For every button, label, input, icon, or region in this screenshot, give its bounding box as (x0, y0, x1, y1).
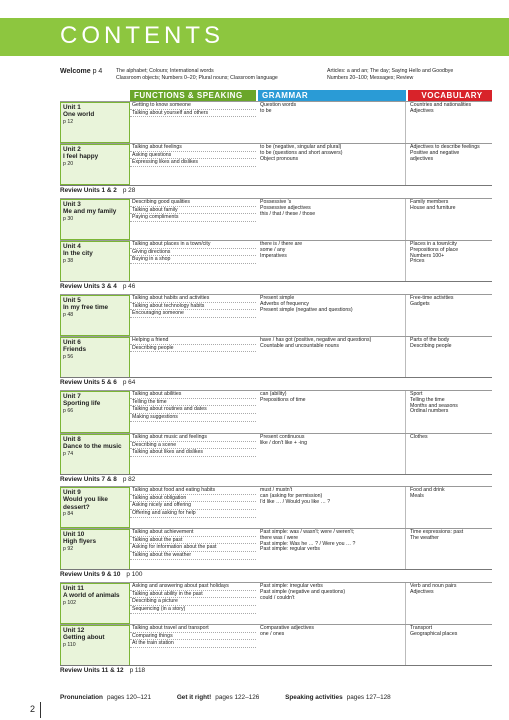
functions-cell (130, 199, 256, 240)
grammar-item: Present continuous (260, 434, 305, 440)
function-item: Giving directions (130, 249, 256, 257)
function-item: Talking about habits and activities (130, 295, 256, 303)
function-item: Talking about ability in the past (130, 591, 256, 599)
unit-number: Unit 5 (63, 297, 81, 304)
vocab-cell (408, 487, 494, 528)
unit-row (60, 390, 492, 433)
function-item: Talking about abilities (130, 391, 256, 399)
vocab-item: House and furniture (410, 204, 456, 211)
grammar-item: Past simple: Was he … ? / Were you … ? (260, 540, 356, 547)
vocab-cell (408, 434, 494, 475)
unit-cell[interactable] (60, 625, 130, 666)
grammar-item: to be (questions and short answers) (260, 149, 343, 156)
vocab-item: Sport (410, 391, 423, 397)
function-item: Asking and answering about past holidays (130, 583, 256, 591)
grammar-cell (258, 529, 406, 570)
grammar-item: could / couldn't (260, 594, 295, 601)
unit-row (60, 143, 492, 185)
grammar-cell (258, 295, 406, 336)
vocab-item: Telling the time (410, 396, 445, 403)
vocab-item: Food and drink (410, 487, 445, 493)
grammar-item: Possessive adjectives (260, 204, 311, 211)
function-item: At the train station (130, 640, 256, 648)
unit-page: p 56 (63, 353, 74, 360)
unit-number: Unit 11 (63, 585, 84, 592)
function-item: Buying in a shop (130, 256, 256, 264)
vocab-item: Geographical places (410, 630, 458, 637)
unit-page: p 92 (63, 545, 74, 552)
review-page: p 46 (122, 283, 136, 290)
grammar-cell (258, 199, 406, 240)
vocab-cell (408, 241, 494, 282)
function-item: Describing a picture (130, 598, 256, 606)
vocab-item: Describing people (410, 342, 452, 349)
vocab-item: Free-time activities (410, 295, 454, 301)
review-page: p 64 (122, 379, 136, 386)
grammar-cell (258, 434, 406, 475)
unit-cell[interactable] (60, 487, 130, 528)
vocab-item: Prices (410, 258, 425, 265)
grammar-item: Past simple: was / wasn't; were / weren't; (260, 529, 355, 535)
welcome-page: p 4 (92, 68, 103, 75)
review-page: p 118 (129, 667, 146, 674)
vocab-item: The weather (410, 534, 439, 541)
vocab-cell (408, 102, 494, 143)
grammar-item: Adverbs of frequency (260, 300, 310, 307)
unit-number: Unit 10 (63, 531, 85, 538)
unit-row (60, 486, 492, 528)
functions-cell (130, 487, 256, 528)
footer-get-it-right[interactable]: Get it right! (176, 694, 212, 701)
function-item: Describing a scene (130, 442, 256, 450)
vocab-item: Adjectives to describe feelings (410, 144, 480, 150)
grammar-item: this / that / these / those (260, 210, 316, 217)
grammar-item: Present simple (negative and questions) (260, 306, 353, 313)
vocab-item: Prepositions of place (410, 246, 459, 253)
review-page: p 100 (126, 571, 143, 578)
unit-page: p 38 (63, 257, 74, 264)
unit-row (60, 528, 492, 570)
function-item: Helping a friend (130, 337, 256, 345)
function-item: Talking about yourself and others (130, 110, 256, 118)
function-item: Talking about the past (130, 537, 256, 545)
footer-pages: pages 120–121 (106, 694, 152, 701)
function-item: Talking about family (130, 207, 256, 215)
function-item: Paying compliments (130, 214, 256, 222)
review-label: Review Units 7 & 8 (60, 476, 117, 483)
grammar-cell (258, 625, 406, 666)
grammar-item: one / ones (260, 630, 285, 637)
grammar-item: Countable and uncountable nouns (260, 342, 340, 349)
unit-cell[interactable] (60, 144, 130, 185)
unit-row (60, 101, 492, 143)
unit-title: In my free time (63, 304, 109, 312)
function-item: Asking for information about the past (130, 544, 256, 552)
unit-title: Getting about (63, 634, 105, 642)
welcome-topic: Articles: a and an; The day; Saying Hello and Goodbye (327, 68, 454, 74)
grammar-item: to be (negative, singular and plural) (260, 144, 342, 150)
header-grammar: GRAMMAR (258, 90, 406, 101)
review-label: Review Units 11 & 12 (60, 667, 124, 674)
review-page: p 28 (122, 187, 136, 194)
grammar-item: Prepositions of time (260, 396, 306, 403)
function-item: Talking about obligation (130, 495, 256, 503)
footer-pronunciation[interactable]: Pronunciation (60, 694, 103, 701)
unit-number: Unit 6 (63, 339, 81, 346)
vocab-item: Adjectives (410, 588, 434, 595)
unit-number: Unit 3 (63, 201, 81, 208)
function-item: Talking about achievement (130, 529, 256, 537)
unit-title: Dance to the music (63, 443, 122, 451)
review-label: Review Units 9 & 10 (60, 571, 121, 578)
vocab-item: adjectives (410, 155, 434, 162)
function-item: Offering and asking for help (130, 510, 256, 518)
vocab-item: Verb and noun pairs (410, 583, 457, 589)
grammar-item: Past simple: irregular verbs (260, 583, 323, 589)
footer-speaking[interactable]: Speaking activities (285, 694, 343, 701)
function-item: Sequencing (in a story) (130, 606, 256, 614)
review-row[interactable] (60, 281, 492, 290)
review-page: p 82 (122, 476, 136, 483)
function-item: Making suggestions (130, 414, 256, 422)
welcome-topic: The alphabet; Colours; International words (116, 68, 214, 74)
unit-page: p 12 (63, 118, 74, 125)
grammar-item: I'd like … / Would you like … ? (260, 498, 331, 505)
function-item: Getting to know someone (130, 102, 256, 110)
functions-cell (130, 625, 256, 666)
function-item: Asking questions (130, 152, 256, 160)
functions-cell (130, 144, 256, 185)
unit-title: A world of animals (63, 592, 120, 600)
review-label: Review Units 1 & 2 (60, 187, 117, 194)
function-item: Comparing things (130, 633, 256, 641)
vocab-item: Places in a town/city (410, 241, 457, 247)
unit-cell[interactable] (60, 434, 130, 475)
unit-row (60, 624, 492, 666)
unit-row (60, 433, 492, 475)
unit-page: p 84 (63, 511, 74, 518)
review-row[interactable] (60, 377, 492, 386)
vocab-item: Gadgets (410, 300, 430, 307)
welcome-topic: Numbers 20–100; Messages; Review (327, 74, 414, 81)
grammar-item: Past simple (negative and questions) (260, 588, 346, 595)
review-row[interactable] (60, 569, 492, 578)
grammar-item: there is / there are (260, 241, 303, 247)
unit-title: Sporting life (63, 400, 101, 408)
footer-pages: pages 122–126 (215, 694, 260, 701)
unit-title: Friends (63, 346, 87, 354)
function-item: Asking nicely and offering (130, 502, 256, 510)
grammar-item: can (asking for permission) (260, 492, 323, 499)
function-item: Talking about routines and dates (130, 406, 256, 414)
unit-cell[interactable] (60, 102, 130, 143)
unit-page: p 110 (63, 641, 76, 648)
function-item: Talking about likes and dislikes (130, 449, 256, 457)
grammar-item: Question words (260, 102, 297, 108)
unit-page: p 66 (63, 407, 74, 414)
unit-title: In the city (63, 250, 93, 258)
vocab-item: Months and seasons (410, 402, 458, 409)
vocab-cell (408, 391, 494, 433)
welcome-label: Welcome (60, 68, 91, 75)
vocab-cell (408, 625, 494, 666)
page-bar (40, 702, 41, 718)
unit-title: Me and my family (63, 208, 117, 216)
grammar-cell (258, 391, 406, 433)
header-vocabulary: VOCABULARY (408, 90, 492, 101)
unit-row (60, 294, 492, 336)
unit-cell[interactable] (60, 337, 130, 378)
review-row[interactable] (60, 474, 492, 483)
functions-cell (130, 102, 256, 143)
unit-cell[interactable] (60, 583, 130, 624)
functions-cell (130, 241, 256, 282)
functions-cell (130, 391, 256, 433)
function-item: Describing people (130, 345, 256, 353)
review-row[interactable] (60, 185, 492, 194)
grammar-item: Present simple (260, 295, 295, 301)
vocab-item: Ordinal numbers (410, 408, 449, 415)
unit-number: Unit 4 (63, 243, 81, 250)
functions-cell (130, 337, 256, 378)
function-item: Talking about feelings (130, 144, 256, 152)
function-item: Encouraging someone (130, 310, 256, 318)
welcome-entry[interactable] (60, 68, 102, 75)
vocab-cell (408, 583, 494, 624)
vocab-cell (408, 529, 494, 570)
vocab-cell (408, 337, 494, 378)
vocab-cell (408, 295, 494, 336)
vocab-cell (408, 144, 494, 185)
review-row[interactable] (60, 665, 492, 674)
grammar-item: some / any (260, 246, 286, 253)
footer-pages: pages 127–128 (346, 694, 391, 701)
unit-row (60, 582, 492, 624)
vocab-item: Numbers 100+ (410, 252, 445, 259)
contents-banner (0, 18, 509, 56)
function-item: Talking about technology habits (130, 303, 256, 311)
grammar-item: Imperatives (260, 252, 287, 259)
function-item: Telling the time (130, 399, 256, 407)
unit-title: High flyers (63, 538, 97, 546)
unit-cell[interactable] (60, 199, 130, 240)
unit-page: p 102 (63, 599, 76, 606)
unit-cell[interactable] (60, 529, 130, 570)
grammar-cell (258, 102, 406, 143)
unit-row (60, 198, 492, 240)
grammar-item: to be (260, 107, 272, 114)
vocab-item: Time expressions: past (410, 529, 464, 535)
grammar-cell (258, 487, 406, 528)
grammar-item: Past simple: regular verbs (260, 546, 320, 553)
vocab-cell (408, 199, 494, 240)
welcome-topics-1 (116, 68, 278, 81)
unit-row (60, 336, 492, 378)
function-item: Talking about places in a town/city (130, 241, 256, 249)
grammar-item: there was / were (260, 534, 299, 541)
unit-number: Unit 12 (63, 627, 85, 634)
unit-title: Would you like dessert? (63, 496, 108, 511)
unit-number: Unit 1 (63, 104, 81, 111)
unit-number: Unit 7 (63, 393, 81, 400)
review-label: Review Units 5 & 6 (60, 379, 117, 386)
function-item: Talking about the weather (130, 552, 256, 560)
page-title: CONTENTS (60, 22, 224, 49)
welcome-topic: Classroom objects; Numbers 0–20; Plural nouns; Classroom language (116, 74, 278, 81)
vocab-item: Parts of the body (410, 337, 450, 343)
grammar-cell (258, 241, 406, 282)
grammar-item: Comparative adjectives (260, 625, 314, 631)
vocab-item: Adjectives (410, 107, 434, 114)
vocab-item: Positive and negative (410, 149, 460, 156)
header-functions: FUNCTIONS & SPEAKING (130, 90, 256, 101)
unit-page: p 48 (63, 311, 74, 318)
vocab-item: Clothes (410, 434, 428, 440)
vocab-item: Transport (410, 625, 433, 631)
functions-cell (130, 529, 256, 570)
grammar-item: like / don't like + -ing (260, 439, 307, 446)
grammar-item: have / has got (positive, negative and questions) (260, 337, 372, 343)
grammar-item: Object pronouns (260, 155, 299, 162)
function-item: Talking about travel and transport (130, 625, 256, 633)
vocab-item: Countries and nationalities (410, 102, 472, 108)
unit-page: p 30 (63, 215, 74, 222)
grammar-cell (258, 144, 406, 185)
unit-page: p 20 (63, 160, 74, 167)
unit-cell[interactable] (60, 295, 130, 336)
unit-title: One world (63, 111, 95, 119)
grammar-cell (258, 583, 406, 624)
page-number: 2 (30, 704, 36, 714)
footer-links (60, 694, 415, 701)
grammar-item: must / mustn't (260, 487, 293, 493)
functions-cell (130, 583, 256, 624)
function-item: Describing good qualities (130, 199, 256, 207)
unit-number: Unit 9 (63, 489, 81, 496)
welcome-topics-2 (327, 68, 453, 81)
review-label: Review Units 3 & 4 (60, 283, 117, 290)
unit-number: Unit 2 (63, 146, 81, 153)
vocab-item: Meals (410, 492, 424, 499)
grammar-cell (258, 337, 406, 378)
unit-title: I feel happy (63, 153, 99, 161)
unit-page: p 74 (63, 450, 74, 457)
unit-row (60, 240, 492, 282)
function-item: Expressing likes and dislikes (130, 159, 256, 167)
function-item: Talking about food and eating habits (130, 487, 256, 495)
vocab-item: Family members (410, 199, 449, 205)
functions-cell (130, 295, 256, 336)
unit-number: Unit 8 (63, 436, 81, 443)
unit-cell[interactable] (60, 391, 130, 433)
grammar-item: can (ability) (260, 391, 287, 397)
grammar-item: Possessive 's (260, 199, 292, 205)
functions-cell (130, 434, 256, 475)
unit-cell[interactable] (60, 241, 130, 282)
function-item: Talking about music and feelings (130, 434, 256, 442)
